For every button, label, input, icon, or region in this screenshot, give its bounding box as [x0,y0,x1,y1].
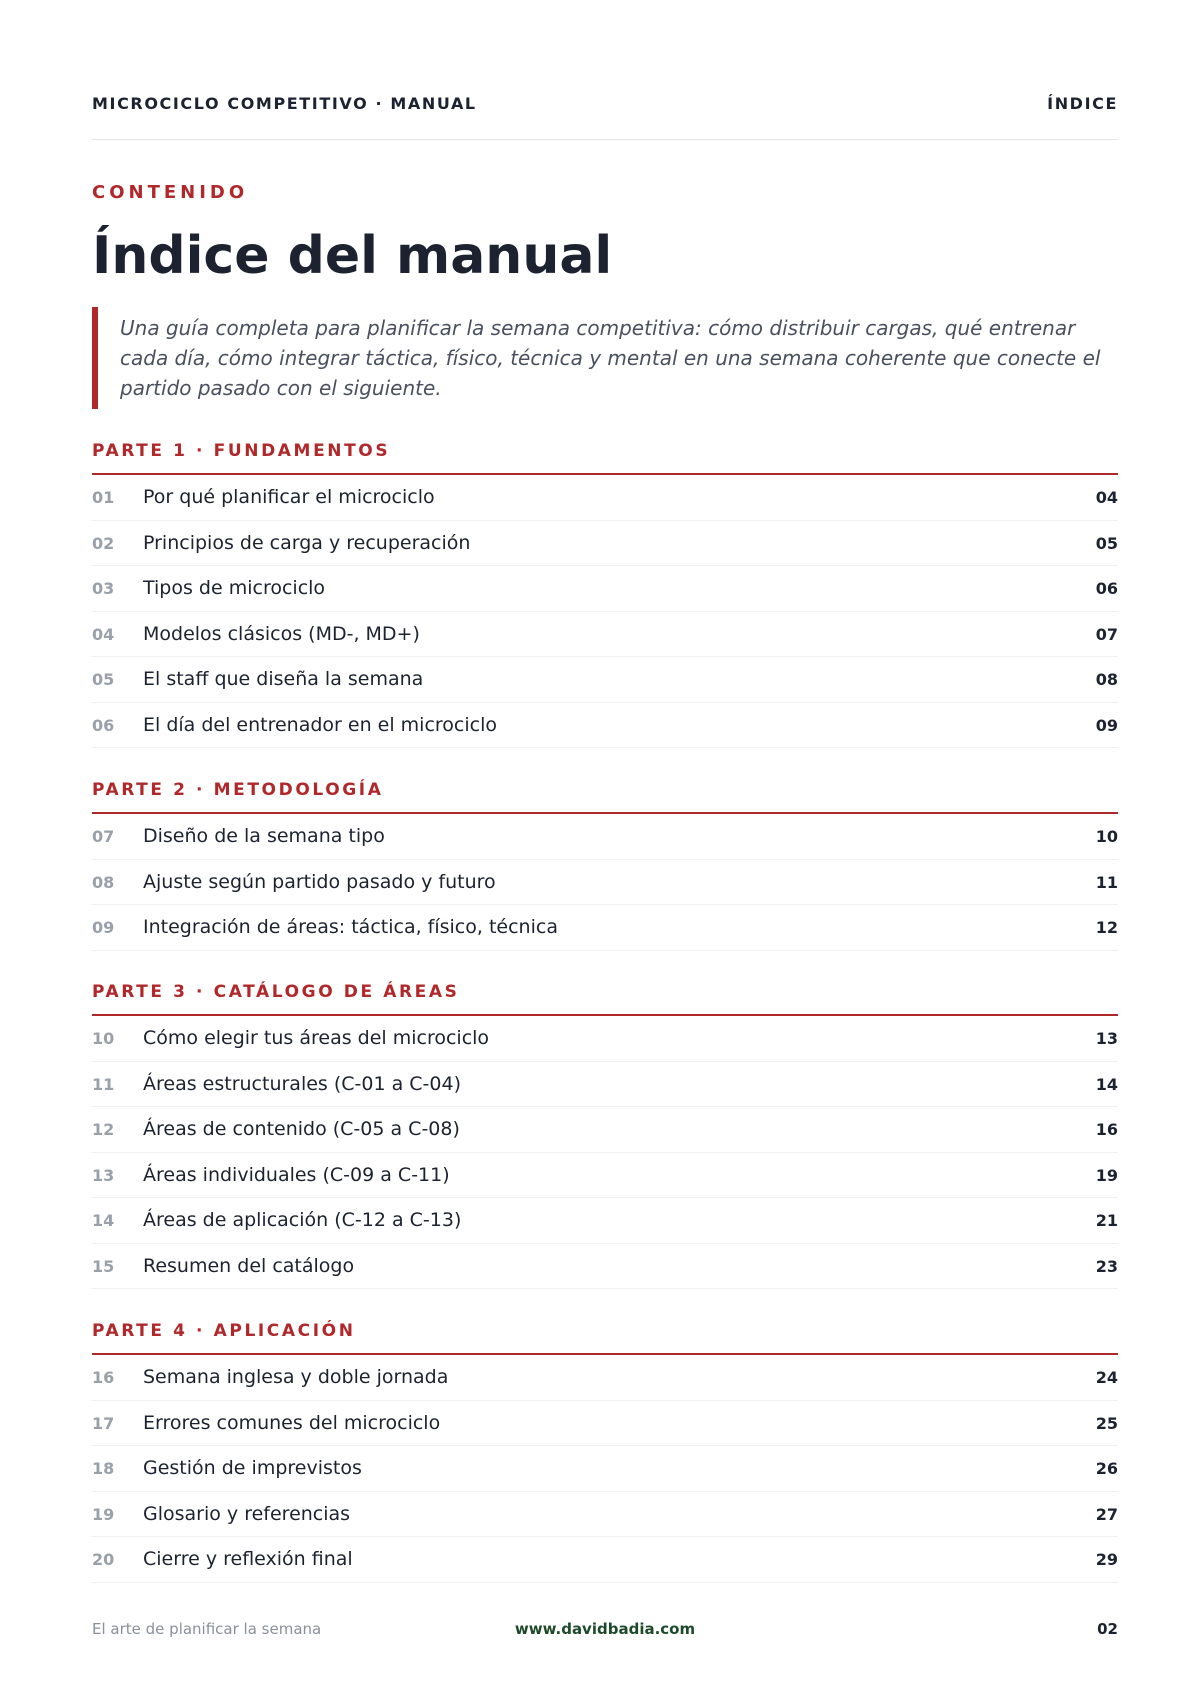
entry-number: 12 [92,1120,115,1139]
entry-page: 19 [1095,1165,1118,1185]
section-heading: PARTE 4 · APLICACIÓN [92,1313,1118,1355]
entry-number: 15 [92,1256,115,1276]
entry-label: Áreas individuales (C-09 a C-11) [143,1163,450,1186]
page-title: Índice del manual [92,226,613,286]
toc-entry[interactable] [92,657,1118,703]
entry-label: Principios de carga y recuperación [143,531,471,554]
entry-page: 12 [1095,918,1118,937]
entry-page: 10 [1095,827,1118,846]
toc-section-2 [92,772,1118,951]
toc-entry[interactable] [92,860,1118,906]
entry-number: 06 [92,715,115,735]
entry-label: Integración de áreas: táctica, físico, técnica [143,916,558,938]
toc-entry[interactable] [92,521,1118,567]
toc-entry[interactable] [92,566,1118,612]
section-heading: PARTE 1 · FUNDAMENTOS [92,433,1118,475]
footer-website-link[interactable]: www.davidbadia.com [514,1620,696,1638]
page-number: 02 [1097,1620,1118,1638]
section-heading: PARTE 2 · METODOLOGÍA [92,772,1118,814]
entry-number: 19 [92,1504,115,1524]
entry-page: 06 [1095,579,1118,598]
toc-entry[interactable] [92,703,1118,749]
entry-number: 16 [92,1368,115,1387]
entry-label: Gestión de imprevistos [143,1457,362,1479]
lead-quote [92,307,1122,409]
entry-number: 04 [92,624,115,644]
toc-section-3 [92,974,1118,1289]
entry-label: Modelos clásicos (MD-, MD+) [143,622,420,645]
entry-page: 16 [1095,1120,1118,1139]
toc-entry[interactable] [92,1355,1118,1401]
toc-section-1 [92,433,1118,748]
entry-page: 21 [1095,1211,1118,1230]
entry-number: 10 [92,1029,115,1048]
footer-subtitle: El arte de planificar la semana [92,1620,322,1638]
entry-number: 14 [92,1211,115,1230]
entry-number: 01 [92,488,115,507]
entry-page: 27 [1095,1504,1118,1524]
entry-number: 11 [92,1074,115,1094]
entry-label: Cómo elegir tus áreas del microciclo [143,1027,490,1049]
entry-page: 24 [1095,1368,1118,1387]
entry-page: 26 [1095,1459,1118,1478]
entry-page: 29 [1095,1550,1118,1569]
entry-page: 11 [1095,872,1118,892]
toc-entry[interactable] [92,1492,1118,1538]
entry-label: Ajuste según partido pasado y futuro [143,870,496,893]
entry-label: Glosario y referencias [143,1502,351,1525]
toc-entry[interactable] [92,475,1118,521]
toc-section-4 [92,1313,1118,1583]
toc-entry[interactable] [92,814,1118,860]
toc-entry[interactable] [92,1107,1118,1153]
entry-label: Cierre y reflexión final [143,1548,353,1570]
toc-entry[interactable] [92,1537,1118,1583]
toc-entry[interactable] [92,1244,1118,1290]
entry-page: 25 [1095,1413,1118,1433]
section-label: ÍNDICE [1047,94,1118,113]
entry-label: Por qué planificar el microciclo [143,486,435,508]
entry-label: Áreas estructurales (C-01 a C-04) [143,1072,461,1095]
page-footer [92,1620,1118,1644]
entry-label: Áreas de aplicación (C-12 a C-13) [143,1209,462,1231]
eyebrow-label: CONTENIDO [92,182,249,203]
toc-entry[interactable] [92,905,1118,951]
toc-entry[interactable] [92,1401,1118,1447]
entry-label: Semana inglesa y doble jornada [143,1366,449,1388]
toc-entry[interactable] [92,1153,1118,1199]
entry-page: 09 [1095,715,1118,735]
entry-number: 08 [92,872,115,892]
toc-entry[interactable] [92,1446,1118,1492]
entry-number: 03 [92,579,115,598]
entry-label: Áreas de contenido (C-05 a C-08) [143,1118,460,1140]
entry-page: 07 [1095,624,1118,644]
entry-page: 14 [1095,1074,1118,1094]
entry-label: Resumen del catálogo [143,1254,355,1277]
entry-page: 05 [1095,533,1118,553]
toc-entry[interactable] [92,1198,1118,1244]
toc-entry[interactable] [92,612,1118,658]
entry-number: 18 [92,1459,115,1478]
section-heading: PARTE 3 · CATÁLOGO DE ÁREAS [92,974,1118,1016]
entry-number: 17 [92,1413,115,1433]
toc-entry[interactable] [92,1016,1118,1062]
lead-text: Una guía completa para planificar la semana competitiva: cómo distribuir cargas, qué entrenar cada día, cómo integrar táctica, físico, técnica y mental en una semana coherente que conecte el partido pasado con el siguiente. [120,316,1101,400]
entry-number: 09 [92,918,115,937]
entry-label: Errores comunes del microciclo [143,1411,441,1434]
entry-number: 02 [92,533,115,553]
entry-label: El día del entrenador en el microciclo [143,713,498,736]
entry-number: 20 [92,1550,115,1569]
entry-number: 07 [92,827,115,846]
entry-page: 23 [1095,1256,1118,1276]
entry-page: 13 [1095,1029,1118,1048]
entry-page: 04 [1095,488,1118,507]
entry-label: Tipos de microciclo [143,577,326,599]
document-title: MICROCICLO COMPETITIVO · MANUAL [92,94,477,113]
entry-label: Diseño de la semana tipo [143,825,385,847]
entry-number: 05 [92,670,115,689]
toc-entry[interactable] [92,1062,1118,1108]
entry-label: El staff que diseña la semana [143,668,424,690]
page-header [92,92,1118,140]
entry-number: 13 [92,1165,115,1185]
entry-page: 08 [1095,670,1118,689]
